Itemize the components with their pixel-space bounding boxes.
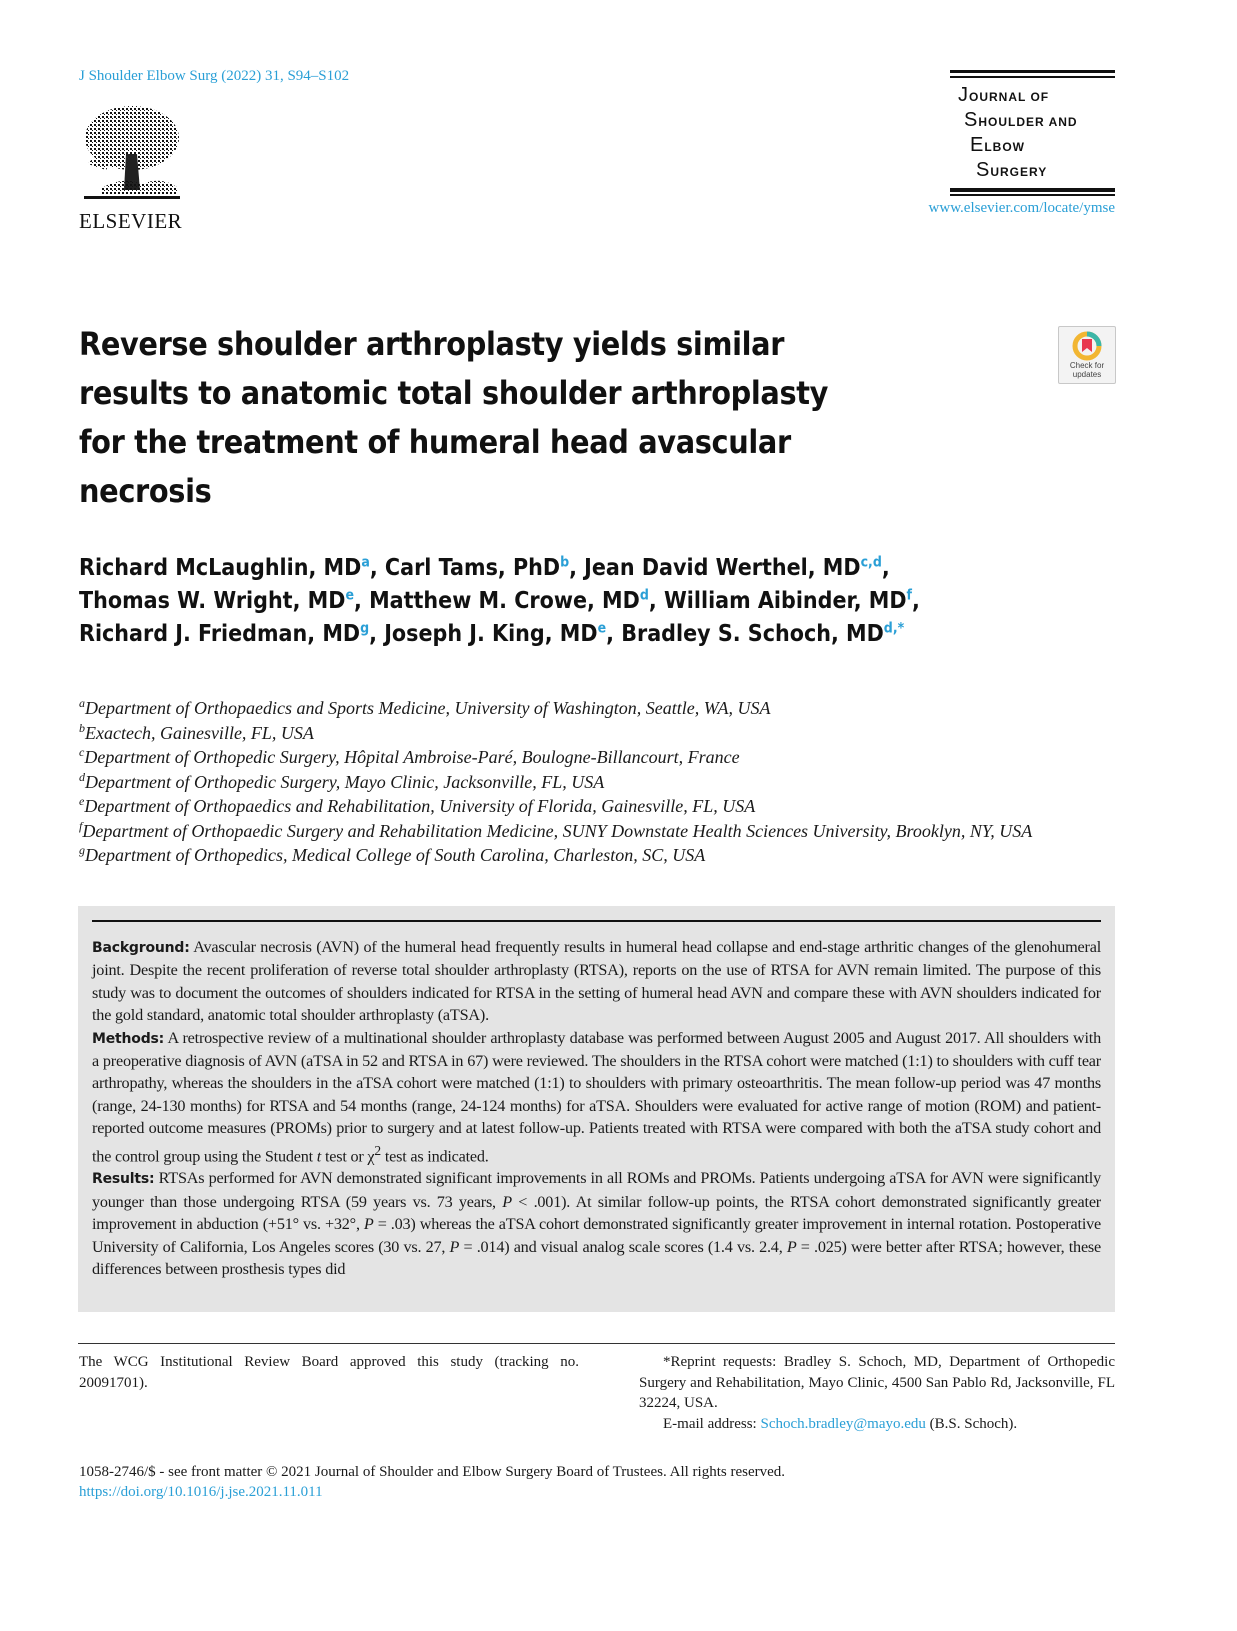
separator: , (569, 555, 585, 581)
affiliation-letter: c (79, 745, 85, 759)
affiliation-letter: e (79, 794, 85, 808)
background-heading: Background: (92, 940, 190, 956)
author-name: Carl Tams, PhD (384, 555, 561, 581)
affiliation-link[interactable]: d,* (883, 620, 905, 637)
author-name: Richard J. Friedman, MD (79, 621, 361, 647)
author-list (79, 552, 1024, 651)
affiliation-letter: a (79, 696, 85, 710)
journal-url-link[interactable]: www.elsevier.com/locate/ymse (928, 200, 1115, 216)
author-name: Jean David Werthel, MD (584, 555, 861, 581)
author-name: William Aibinder, MD (663, 588, 907, 614)
affiliation-link[interactable]: c,d (860, 554, 882, 571)
affiliation-letter: b (79, 720, 85, 735)
elsevier-wordmark: ELSEVIER (79, 209, 183, 233)
check-for-updates-button[interactable] (1058, 326, 1116, 384)
journal-logo-line (950, 159, 1115, 184)
abstract-body (92, 936, 1101, 1280)
affiliation-item (79, 770, 1119, 795)
author-name: Bradley S. Schoch, MD (621, 621, 884, 647)
divider (950, 194, 1115, 196)
journal-logo (950, 70, 1115, 190)
results-text: = .025) were better after RTSA; however, these differences between prosthesis types did (92, 1237, 1102, 1279)
affiliation-link[interactable]: a (361, 554, 370, 571)
affiliation-item (79, 794, 1119, 819)
elsevier-tree-icon (82, 104, 182, 202)
affiliation-letter: f (79, 818, 83, 833)
logo-text: LBOW (984, 140, 1025, 154)
results-text: RTSAs performed for AVN demonstrated significant improvements in all ROMs and PROMs. Patients undergoing aTSA for AVN were significantly younger than those undergoing RTSA (59 years vs. 73 years, (92, 1169, 1101, 1211)
p-symbol: P (502, 1192, 512, 1211)
logo-cap: E (970, 134, 985, 156)
irb-footnote: The WCG Institutional Review Board approved this study (tracking no. 20091701). (79, 1354, 579, 1391)
affiliation-text: Department of Orthopedic Surgery, Mayo Clinic, Jacksonville, FL, USA (85, 771, 605, 792)
affiliation-letter: g (79, 843, 85, 857)
separator: , (881, 555, 890, 581)
separator: , (369, 555, 385, 581)
affiliation-item (79, 696, 1119, 721)
logo-cap: S (976, 159, 991, 181)
p-symbol: P (786, 1237, 797, 1256)
p-symbol: P (449, 1237, 460, 1256)
copyright-notice: 1058-2746/$ - see front matter © 2021 Journal of Shoulder and Elbow Surgery Board of Trustees. All rights reserved. (79, 1464, 786, 1480)
affiliation-text: Department of Orthopedic Surgery, Hôpital Ambroise-Paré, Boulogne-Billancourt, France (84, 747, 740, 767)
methods-text: test as indicated. (380, 1147, 489, 1166)
logo-text: HOULDER AND (978, 115, 1078, 129)
separator: , (606, 621, 622, 647)
affiliation-link[interactable]: b (560, 554, 570, 571)
affiliation-link[interactable]: g (360, 620, 370, 637)
logo-text: OURNAL OF (969, 90, 1050, 104)
affiliation-letter: d (79, 769, 85, 784)
affiliation-link[interactable]: e (345, 587, 354, 604)
journal-citation-link[interactable]: J Shoulder Elbow Surg (2022) 31, S94–S102 (79, 68, 350, 84)
affiliation-text: Department of Orthopedics, Medical College of South Carolina, Charleston, SC, USA (85, 845, 706, 865)
results-heading: Results: (92, 1171, 155, 1188)
crossmark-label-line: updates (1072, 370, 1102, 379)
abstract-divider (92, 920, 1101, 922)
journal-logo-line (950, 134, 1115, 159)
author-name: Richard McLaughlin, MD (79, 555, 362, 581)
affiliation-text: Department of Orthopaedic Surgery and Rehabilitation Medicine, SUNY Downstate Health Sciences University, Brooklyn, NY, USA (82, 820, 1033, 841)
journal-logo-line (950, 84, 1115, 109)
separator: , (369, 621, 385, 647)
author-name: Joseph J. King, MD (384, 621, 598, 647)
t-symbol: t (316, 1147, 322, 1166)
logo-cap: S (964, 109, 979, 131)
logo-cap: J (958, 84, 969, 106)
crossmark-label (1059, 361, 1115, 379)
divider (950, 188, 1115, 192)
affiliation-item (79, 843, 1119, 868)
crossmark-label-line: Check for (1069, 361, 1105, 370)
methods-text: A retrospective review of a multinational shoulder arthroplasty database was performed between August 2005 and August 2017. All shoulders with a preoperative diagnosis of AVN (aTSA in 52 and RTSA in 67) were reviewed. The shoulders in the RTSA cohort were matched (1:1) to shoulders with cuff tear arthropathy, whereas the shoulders in the aTSA cohort were matched (1:1) to shoulders with primary osteoarthritis. The mean follow-up period was 47 months (range, 24-130 months) for RTSA and 54 months (range, 24-124 months) for aTSA. Shoulders were evaluated for active range of motion (ROM) and patient-reported outcome measures (PROMs) prior to surgery and at latest follow-up. Patients treated with RTSA were compared with both the aTSA study cohort and the control group using the Student (92, 1028, 1101, 1166)
affiliation-item (79, 745, 1119, 770)
author-name: Matthew M. Crowe, MD (369, 588, 640, 614)
results-text: = .014) and visual analog scale scores (1.4 vs. 2.4, (459, 1237, 787, 1256)
email-link[interactable]: Schoch.bradley@mayo.edu (760, 1415, 926, 1432)
background-text: Avascular necrosis (AVN) of the humeral head frequently results in humeral head collapse and end-stage arthritic changes of the glenohumeral joint. Despite the recent proliferation of reverse total shoulder arthroplasty (RTSA), reports on the use of RTSA for AVN remain limited. The purpose of this study was to document the outcomes of shoulders indicated for RTSA in the setting of humeral head AVN and compare these with AVN shoulders indicated for the gold standard, anatomic total shoulder arthroplasty (aTSA). (92, 938, 1102, 1025)
affiliation-link[interactable]: d (639, 587, 649, 604)
divider (950, 70, 1115, 73)
journal-logo-line (950, 109, 1115, 134)
reprint-text: *Reprint requests: Bradley S. Schoch, MD, Department of Orthopedic Surgery and Rehabilitation, Mayo Clinic, 4500 San Pablo Rd, Jacksonville, FL 32224, USA. (639, 1354, 1115, 1411)
reprint-footnote (639, 1352, 1115, 1434)
chi-square-exponent: 2 (374, 1142, 381, 1158)
doi-link[interactable]: https://doi.org/10.1016/j.jse.2021.11.011 (79, 1484, 323, 1500)
results-text: = .03) whereas the aTSA cohort demonstrated significantly greater improvement in internal rotation. Postoperative University of California, Los Angeles scores (30 vs. 27, (92, 1215, 1101, 1256)
affiliation-link[interactable]: e (597, 620, 607, 637)
affiliation-list (79, 696, 1119, 868)
separator: , (353, 588, 370, 614)
footnote-divider (78, 1343, 1115, 1344)
p-symbol: P (363, 1215, 374, 1234)
elsevier-logo (79, 104, 191, 234)
methods-heading: Methods: (92, 1030, 165, 1047)
affiliation-text: Department of Orthopaedics and Rehabilitation, University of Florida, Gainesville, FL, USA (84, 796, 756, 816)
separator: , (648, 588, 664, 614)
affiliation-link[interactable]: f (906, 587, 913, 604)
affiliation-item (79, 721, 1119, 746)
methods-text: test or χ (321, 1147, 375, 1166)
email-label: E-mail address: (663, 1415, 761, 1432)
article-title: Reverse shoulder arthroplasty yields similar results to anatomic total shoulder arthroplasty for the treatment of humeral head avascular necrosis (79, 325, 829, 510)
results-text: < .001). At similar follow-up points, the RTSA cohort demonstrated significantly greater improvement in abduction (+51° vs. +32°, (92, 1192, 1101, 1234)
abstract-box (78, 906, 1115, 1312)
email-suffix: (B.S. Schoch). (925, 1415, 1018, 1432)
affiliation-text: Department of Orthopaedics and Sports Medicine, University of Washington, Seattle, WA, USA (85, 698, 771, 718)
author-name: Thomas W. Wright, MD (79, 588, 346, 614)
logo-text: URGERY (990, 165, 1048, 179)
affiliation-item (79, 819, 1039, 844)
crossmark-icon (1072, 331, 1102, 361)
affiliation-text: Exactech, Gainesville, FL, USA (85, 722, 314, 743)
separator: , (912, 588, 920, 614)
